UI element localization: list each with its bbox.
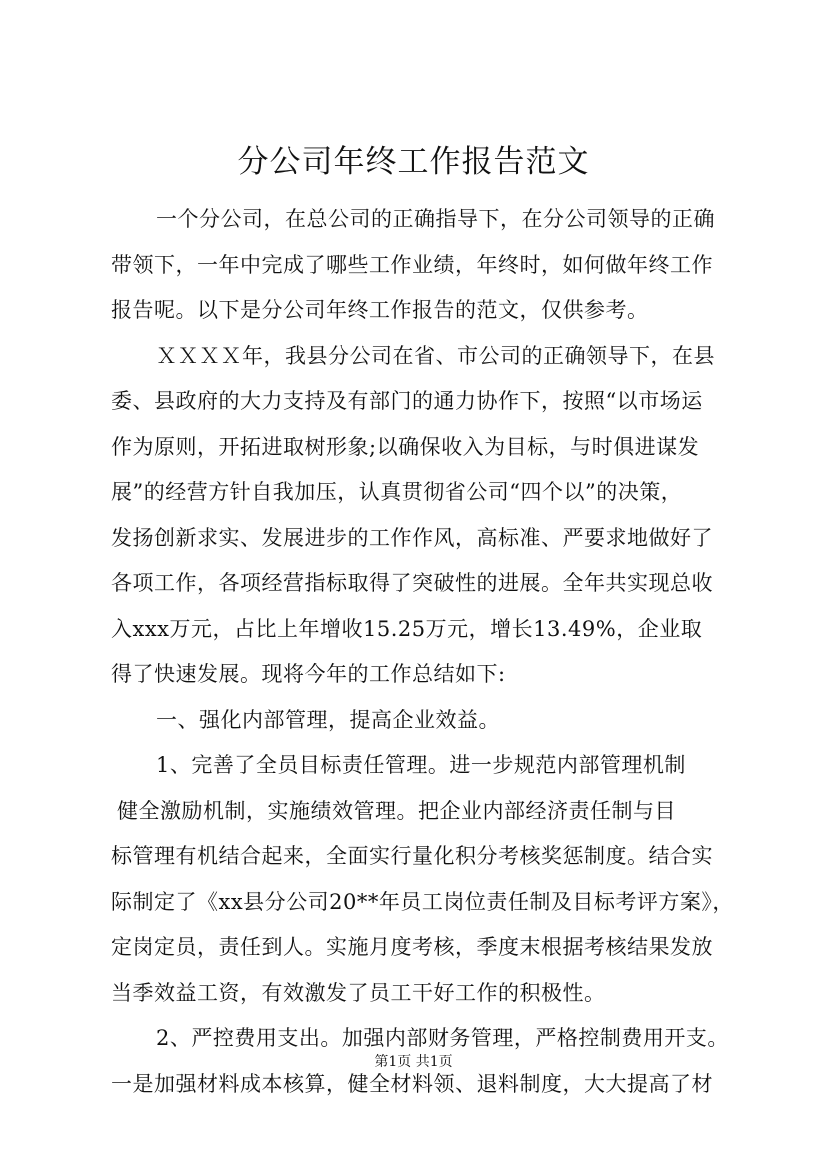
- document-title: 分公司年终工作报告范文: [237, 144, 590, 180]
- section-heading: 一、强化内部管理，提高企业效益。: [156, 707, 500, 732]
- paragraph-line: 作为原则，开拓进取树形象;以确保收入为目标，与时俱进谋发: [111, 434, 700, 459]
- paragraph-line: 1、完善了全员目标责任管理。进一步规范内部管理机制: [156, 753, 686, 777]
- paragraph-line: ＸＸＸＸ年，我县分公司在省、市公司的正确领导下，在县: [156, 343, 715, 368]
- paragraph-line: 2、严控费用支出。加强内部财务管理，严格控制费用开支。: [156, 1026, 729, 1050]
- paragraph-line: 际制定了《xx县分公司20**年员工岗位责任制及目标考评方案》，: [111, 889, 734, 914]
- paragraph-line: 一个分公司，在总公司的正确指导下，在分公司领导的正确: [156, 207, 715, 231]
- paragraph-line: 当季效益工资，有效激发了员工干好工作的积极性。: [111, 980, 606, 1005]
- paragraph-line: 一是加强材料成本核算，健全材料领、退料制度，大大提高了材: [111, 1071, 713, 1096]
- paragraph-line: 展”的经营方针自我加压，认真贯彻省公司“四个以”的决策，: [111, 480, 683, 504]
- paragraph-line: 定岗定员，责任到人。实施月度考核，季度末根据考核结果发放: [111, 935, 713, 959]
- paragraph-line: 发扬创新求实、发展进步的工作作风，高标准、严要求地做好了: [111, 525, 713, 550]
- paragraph-line: 各项工作，各项经营指标取得了突破性的进展。全年共实现总收: [111, 571, 713, 595]
- paragraph-line: 带领下，一年中完成了哪些工作业绩，年终时，如何做年终工作: [111, 252, 713, 277]
- paragraph-line: 标管理有机结合起来，全面实行量化积分考核奖惩制度。结合实: [111, 844, 713, 868]
- document-body: [111, 197, 734, 1107]
- paragraph-line: 报告呢。以下是分公司年终工作报告的范文，仅供参考。: [111, 298, 649, 322]
- paragraph-line: 委、县政府的大力支持及有部门的通力协作下，按照“以市场运: [111, 389, 703, 413]
- paragraph-line: 入xxx万元，占比上年增收15.25万元，增长13.49%，企业取: [111, 616, 703, 641]
- paragraph-line: 健全激励机制，实施绩效管理。把企业内部经济责任制与目: [117, 798, 676, 823]
- paragraph-line: 得了快速发展。现将今年的工作总结如下:: [111, 662, 506, 686]
- page-number-footer: 第1页 共1页: [374, 1054, 453, 1070]
